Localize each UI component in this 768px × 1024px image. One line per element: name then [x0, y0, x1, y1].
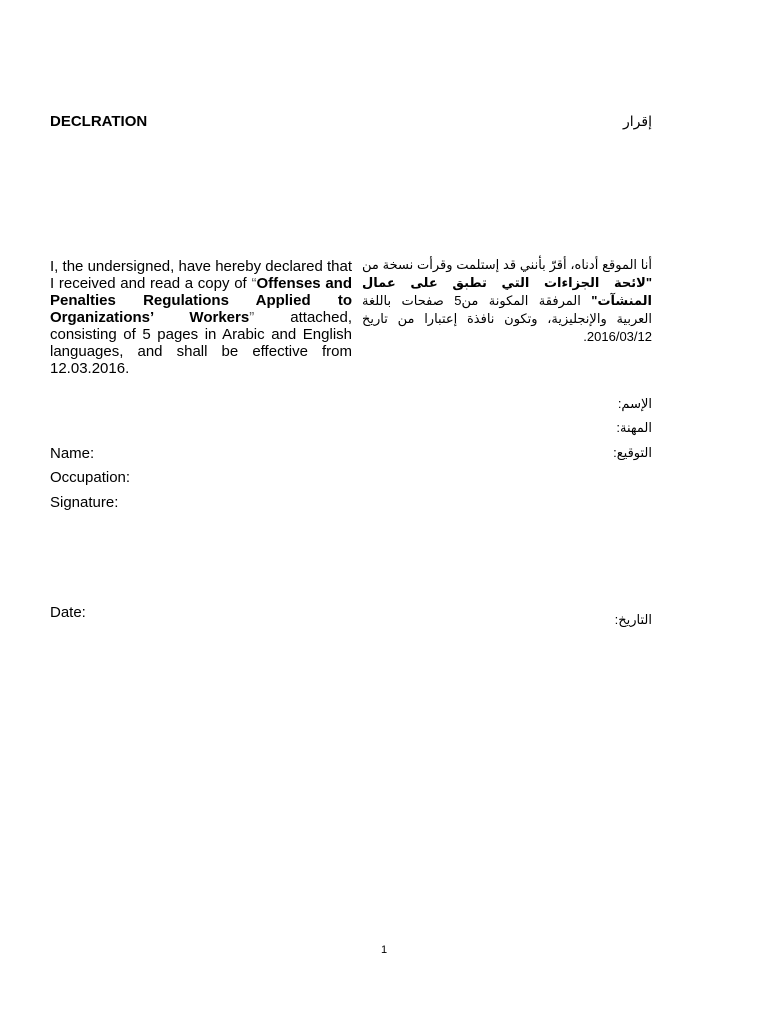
name-label: Name:	[50, 445, 95, 462]
declaration-text-english-part1: I, the undersigned, have hereby declared that I received and read a copy of	[50, 258, 352, 292]
title-arabic: إقرار	[623, 113, 652, 129]
date-label-arabic: التاريخ:	[614, 612, 652, 627]
declaration-text-english-part2: attached, consisting of 5 pages in Arabic and English languages, and shall be effective from 12.03.2016.	[50, 309, 352, 377]
signature-label: Signature:	[50, 494, 119, 511]
declaration-text-english	[50, 258, 352, 377]
occupation-label: Occupation:	[50, 469, 131, 486]
page-number: 1	[380, 944, 388, 956]
declaration-text-arabic	[362, 256, 652, 346]
declaration-text-arabic-part1: أنا الموقع أدناه، أقرّ بأنني قد إستلمت وقرأت نسخة من	[362, 257, 652, 272]
regulation-title-arabic: "لائحة الجزاءات التي تطبق على عمال المنشآت"	[362, 275, 652, 308]
occupation-label-arabic: المهنة:	[616, 420, 652, 435]
date-label: Date:	[50, 604, 86, 621]
close-quote: ”	[249, 309, 255, 326]
signature-label-arabic: التوقيع:	[613, 445, 652, 460]
declaration-text-arabic-part2: المرفقة المكونة من5 صفحات باللغة العربية والإنجليزية، وتكون نافذة إعتبارا من تاريخ 2016/03/12.	[362, 293, 652, 344]
name-label-arabic: الإسم:	[617, 396, 652, 411]
open-quote: “	[251, 275, 257, 292]
title-english: DECLRATION	[50, 113, 148, 130]
regulation-title-english: Offenses and Penalties Regulations Applied to Organizations’ Workers	[50, 275, 353, 326]
